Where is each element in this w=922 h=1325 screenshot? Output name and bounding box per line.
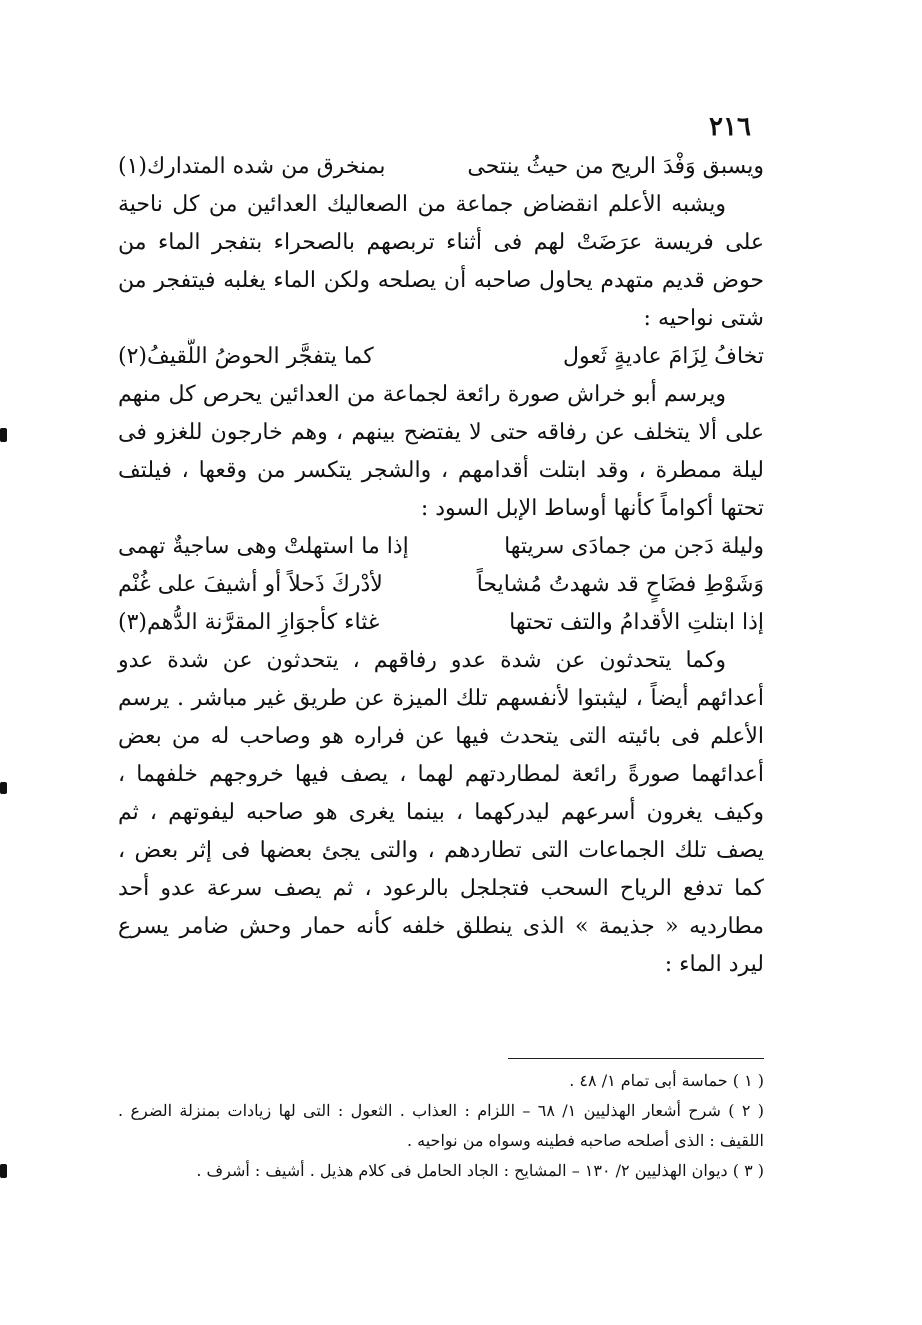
verse-hemistich-left: كما يتفجَّر الحوضُ اللَّقيفُ(٢) — [118, 344, 374, 369]
verse-line — [118, 148, 764, 186]
verse-hemistich-left: بمنخرق من شده المتدارك(١) — [118, 154, 386, 179]
verse-hemistich-left: غثاء كأجوَازِ المقرَّنة الدُّهم(٣) — [118, 610, 380, 635]
verse-line — [118, 566, 764, 604]
body-text — [118, 148, 764, 984]
verse-line — [118, 528, 764, 566]
verse-hemistich-left: إذا ما استهلتْ وهى ساجيةٌ تهمى — [118, 534, 409, 559]
scan-margin-mark — [0, 1164, 7, 1178]
verse-line — [118, 338, 764, 376]
verse-hemistich-right: وَشَوْطِ فضَاحٍ قد شهدتُ مُشايحاً — [476, 572, 764, 597]
paragraph: وكما يتحدثون عن شدة عدو رفاقهم ، يتحدثون عن شدة عدو أعدائهم أيضاً ، ليثبتوا لأنفسهم تلك الميزة عن طريق غير مباشر . يرسم الأعلم فى بائيته التى يتحدث فيها عن فراره هو وصاحب له من بعض أعدائهما صورةً رائعة لمطاردتهم لهما ، يصف فيها خروجهم خلفهما ، وكيف يغرون أسرعهم ليدركهما ، بينما يغرى هو صاحبه ليفوتهم ، ثم يصف تلك الجماعات التى تطاردهم ، والتى يجئ بعضها فى إثر بعض ، كما تدفع الرياح السحب فتجلجل بالرعود ، ثم يصف سرعة عدو أحد مطارديه « جذيمة » الذى ينطلق خلفه كأنه حمار وحش ضامر يسرع ليرد الماء : — [118, 648, 764, 977]
footnote: ( ٢ ) شرح أشعار الهذليين ١/ ٦٨ – اللزام : العذاب . الثعول : التى لها زيادات بمنزلة الضرع . اللقيف : الذى أصلحه صاحبه فطينه وسواه من نواحيه . — [118, 1101, 765, 1150]
footnote: ( ١ ) حماسة أبى تمام ١/ ٤٨ . — [569, 1071, 764, 1090]
footnote: ( ٣ ) ديوان الهذليين ٢/ ١٣٠ – المشايح : الجاد الحامل فى كلام هذيل . أشيف : أشرف . — [196, 1161, 764, 1180]
paragraph: ويرسم أبو خراش صورة رائعة لجماعة من العدائين يحرص كل منهم على ألا يتخلف عن رفاقه حتى لا يفتضح بينهم ، وهم خارجون للغزو فى ليلة ممطرة ، وقد ابتلت أقدامهم ، والشجر يتكسر من وقعها ، فيلتف تحتها أكواماً كأنها أوساط الإبل السود : — [118, 382, 764, 521]
verse-hemistich-right: ويسبق وَفْدَ الريح من حيثُ ينتحى — [467, 154, 764, 179]
scan-margin-mark — [0, 782, 7, 794]
verse-line — [118, 604, 764, 642]
paragraph: ويشبه الأعلم انقضاض جماعة من الصعاليك العدائين من كل ناحية على فريسة عرَضَتْ لهم فى أثناء تربصهم بالصحراء بتفجر الماء من حوض قديم متهدم يحاول صاحبه أن يصلحه ولكن الماء يغلبه فيتفجر من شتى نواحيه : — [118, 192, 764, 331]
scan-margin-mark — [0, 428, 7, 442]
verse-hemistich-right: تخافُ لِزَامَ عاديةٍ ثَعول — [562, 344, 764, 369]
page-number: ٢١٦ — [709, 112, 751, 142]
footnotes — [118, 1066, 764, 1186]
verse-hemistich-right: وليلة دَجن من جمادَى سريتها — [504, 534, 764, 559]
verse-hemistich-left: لأدْركَ ذَحلاً أو أشيفَ على غُنْم — [118, 572, 383, 597]
verse-hemistich-right: إذا ابتلتِ الأقدامُ والتف تحتها — [509, 610, 764, 635]
footnote-separator — [508, 1058, 764, 1059]
